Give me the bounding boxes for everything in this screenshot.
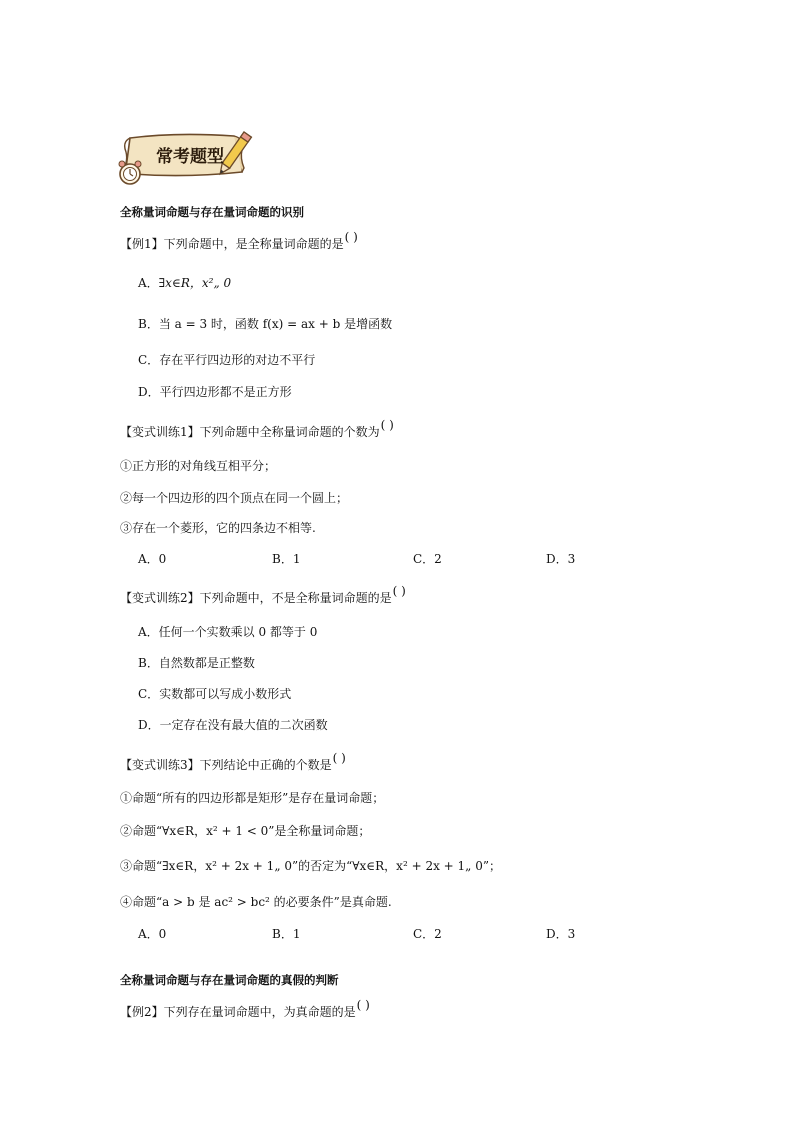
variant-3-stem-text: 【变式训练3】下列结论中正确的个数是 bbox=[120, 758, 332, 772]
option-text: 当 a = 3 时，函数 f(x) = ax + b 是增函数 bbox=[158, 317, 393, 331]
variant-1-option-d: D．3 bbox=[546, 552, 576, 566]
section-heading-2: 全称量词命题与存在量词命题的真假的判断 bbox=[120, 973, 339, 987]
section-heading-1: 全称量词命题与存在量词命题的识别 bbox=[120, 205, 304, 219]
variant-3-option-c: C．2 bbox=[413, 927, 442, 941]
variant-3-statement-1: ①命题“所有的四边形都是矩形”是存在量词命题； bbox=[120, 791, 385, 805]
example-1-option-b bbox=[138, 316, 392, 332]
variant-1-stem-text: 【变式训练1】下列命题中全称量词命题的个数为 bbox=[120, 425, 380, 439]
option-text: 存在平行四边形的对边不平行 bbox=[159, 353, 316, 367]
variant-2-stem-text: 【变式训练2】下列命题中，不是全称量词命题的是 bbox=[120, 591, 392, 605]
example-1-stem-text: 【例1】下列命题中，是全称量词命题的是 bbox=[120, 237, 344, 251]
answer-paren: ( ) bbox=[392, 584, 406, 598]
variant-2-option-c bbox=[138, 686, 291, 702]
answer-paren: ( ) bbox=[344, 230, 358, 244]
variant-2-option-b bbox=[138, 655, 255, 671]
option-text: 自然数都是正整数 bbox=[158, 656, 255, 670]
example-1-stem bbox=[120, 230, 358, 252]
option-label: C． bbox=[138, 353, 160, 367]
variant-2-option-a bbox=[138, 624, 317, 640]
variant-1-option-c: C．2 bbox=[413, 552, 442, 566]
variant-3-option-a: A．0 bbox=[138, 927, 167, 941]
example-1-option-d bbox=[138, 384, 292, 400]
option-label: B． bbox=[138, 656, 159, 670]
option-label: D． bbox=[138, 385, 160, 399]
option-label: A． bbox=[138, 276, 159, 290]
example-2-stem bbox=[120, 998, 370, 1020]
banner-title: 常考题型 bbox=[156, 147, 224, 167]
variant-2-option-d bbox=[138, 717, 328, 733]
option-text: ∃x∈R，x²„ 0 bbox=[158, 276, 232, 290]
variant-1-stem bbox=[120, 418, 394, 440]
variant-3-stem bbox=[120, 751, 346, 773]
variant-3-statement-4: ④命题“a > b 是 ac² > bc² 的必要条件”是真命题. bbox=[120, 895, 392, 909]
scroll-banner-icon bbox=[116, 128, 276, 188]
variant-1-statement-1: ①正方形的对角线互相平分； bbox=[120, 459, 277, 473]
variant-1-statement-3: ③存在一个菱形，它的四条边不相等. bbox=[120, 521, 316, 535]
option-label: D． bbox=[138, 718, 160, 732]
option-label: A． bbox=[138, 625, 159, 639]
answer-paren: ( ) bbox=[356, 998, 370, 1012]
variant-1-option-b: B．1 bbox=[272, 552, 301, 566]
answer-paren: ( ) bbox=[380, 418, 394, 432]
example-1-option-c bbox=[138, 352, 315, 368]
section-banner bbox=[116, 128, 276, 188]
variant-3-option-b: B．1 bbox=[272, 927, 301, 941]
example-2-stem-text: 【例2】下列存在量词命题中，为真命题的是 bbox=[120, 1005, 356, 1019]
example-1-option-a bbox=[138, 275, 231, 291]
variant-3-statement-2: ②命题“∀x∈R，x² + 1 < 0”是全称量词命题； bbox=[120, 824, 371, 838]
variant-1-option-a: A．0 bbox=[138, 552, 167, 566]
option-text: 任何一个实数乘以 0 都等于 0 bbox=[158, 625, 318, 639]
option-text: 实数都可以写成小数形式 bbox=[159, 687, 292, 701]
variant-1-statement-2: ②每一个四边形的四个顶点在同一个圆上； bbox=[120, 491, 349, 505]
option-label: C． bbox=[138, 687, 160, 701]
variant-3-statement-3: ③命题“∃x∈R，x² + 2x + 1„ 0”的否定为“∀x∈R，x² + 2x + 1„ 0”； bbox=[120, 859, 501, 873]
answer-paren: ( ) bbox=[332, 751, 346, 765]
option-label: B． bbox=[138, 317, 159, 331]
variant-2-stem bbox=[120, 584, 406, 606]
option-text: 平行四边形都不是正方形 bbox=[159, 385, 292, 399]
variant-3-option-d: D．3 bbox=[546, 927, 576, 941]
option-text: 一定存在没有最大值的二次函数 bbox=[159, 718, 328, 732]
